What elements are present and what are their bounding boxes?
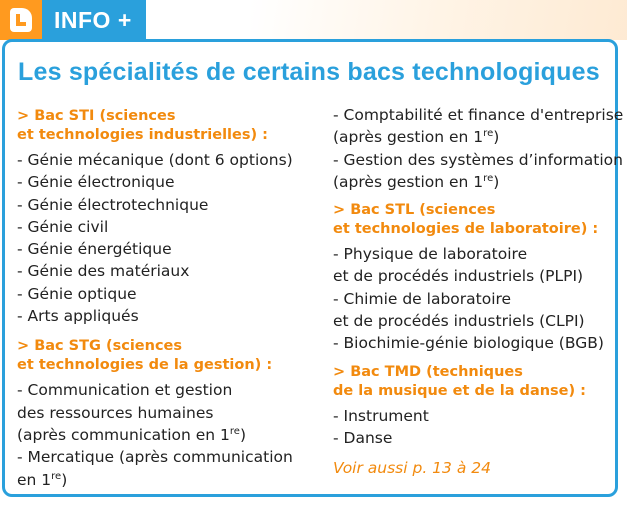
list-item: - Génie des matériaux	[17, 262, 190, 281]
stl-heading-line1: > Bac STL (sciences	[333, 202, 496, 219]
list-item: - Génie électronique	[17, 173, 175, 192]
left-column	[17, 107, 293, 491]
tmd-heading-line2: de la musique et de la danse) :	[333, 382, 586, 399]
header-background	[250, 0, 627, 40]
list-item: - Physique de laboratoire	[333, 245, 528, 264]
list-item: - Génie électrotechnique	[17, 195, 209, 214]
list-item-continuation: et de procédés industriels (PLPI)	[333, 267, 584, 286]
box-title: Les spécialités de certains bacs technologiques	[18, 58, 600, 86]
list-item-continuation: en 1re)	[17, 470, 68, 489]
list-item: - Génie optique	[17, 284, 137, 303]
sti-heading-line2: et technologies industrielles) :	[17, 127, 268, 143]
info-badge	[0, 0, 146, 40]
list-item: - Génie mécanique (dont 6 options)	[17, 151, 293, 169]
see-also-note: Voir aussi p. 13 à 24	[333, 459, 491, 478]
list-item: - Génie énergétique	[17, 240, 172, 259]
list-item: - Génie civil	[17, 217, 109, 236]
tmd-heading-line1: > Bac TMD (techniques	[333, 363, 523, 380]
list-item-continuation: (après communication en 1re)	[17, 425, 247, 444]
sti-heading-line1: > Bac STI (sciences	[17, 108, 176, 124]
list-item: - Chimie de laboratoire	[333, 289, 512, 308]
right-column	[333, 104, 623, 480]
list-item-continuation: (après gestion en 1re)	[333, 172, 500, 191]
badge-label: INFO +	[42, 0, 146, 40]
stl-heading-line2: et technologies de laboratoire) :	[333, 221, 599, 238]
list-item-continuation: (après gestion en 1re)	[333, 128, 500, 147]
list-item: - Biochimie-génie biologique (BGB)	[333, 334, 604, 353]
list-item: - Mercatique (après communication	[17, 448, 293, 467]
stg-heading-line1: > Bac STG (sciences	[17, 338, 183, 355]
list-item: - Communication et gestion	[17, 381, 233, 400]
stg-heading-line2: et technologies de la gestion) :	[17, 357, 273, 374]
list-item-continuation: des ressources humaines	[17, 403, 214, 422]
list-item: - Comptabilité et finance d'entreprise	[333, 106, 624, 124]
list-item: - Gestion des systèmes d’information	[333, 150, 623, 169]
list-item: - Arts appliqués	[17, 307, 139, 326]
list-item-continuation: et de procédés industriels (CLPI)	[333, 312, 585, 331]
logo-icon	[0, 0, 42, 40]
list-item: - Instrument	[333, 406, 429, 425]
list-item: - Danse	[333, 428, 393, 447]
